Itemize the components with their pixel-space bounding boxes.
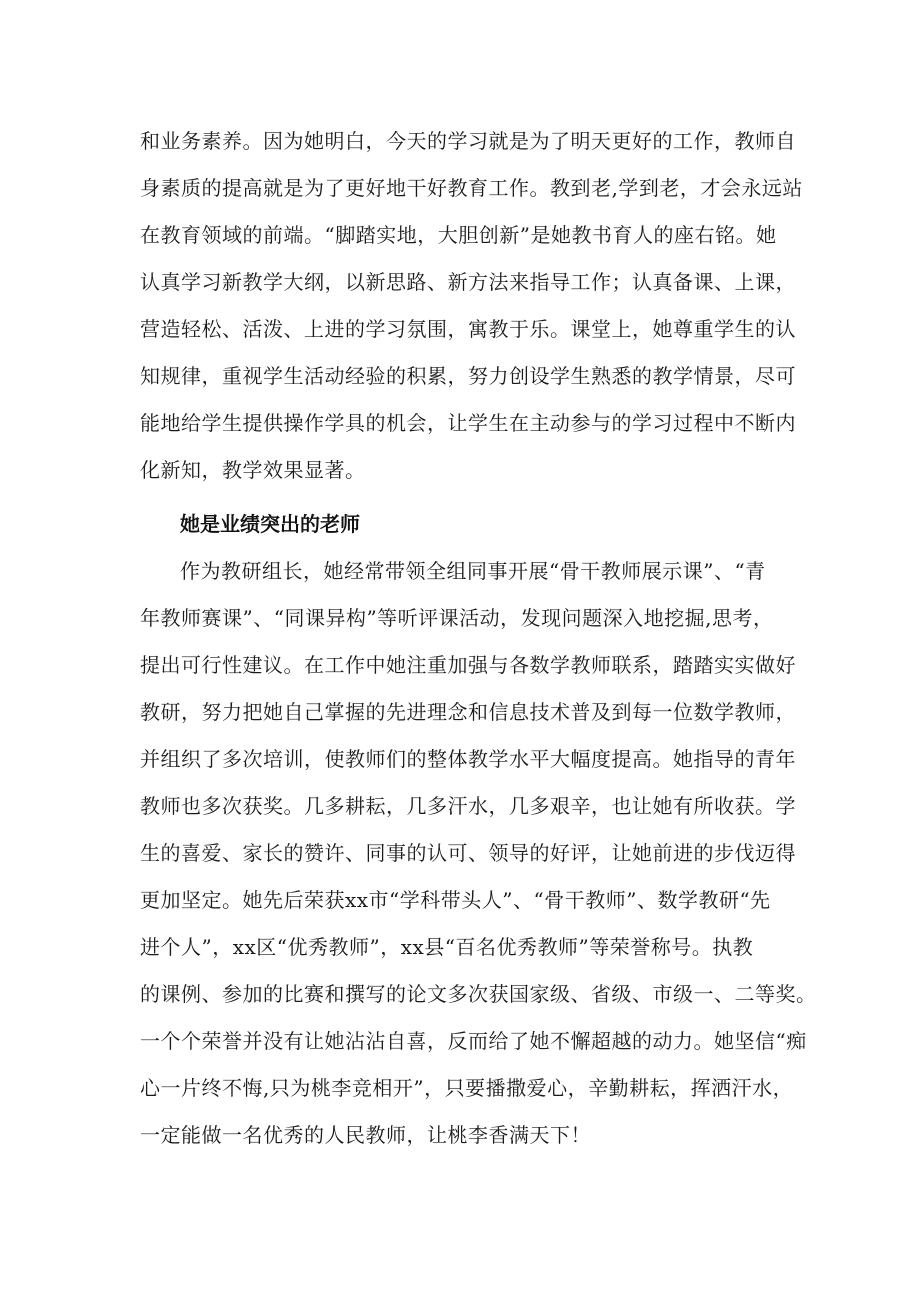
paragraph-line: 一定能做一名优秀的人民教师，让桃李香满天下！ [140, 1123, 591, 1147]
paragraph-line: 更加坚定。她先后荣获xx市“学科带头人”、“骨干教师”、数学教研“先 [140, 888, 771, 912]
paragraph-line: 化新知，教学效果显著。 [140, 458, 366, 482]
paragraph-line: 和业务素养。因为她明白，今天的学习就是为了明天更好的工作，教师自 [140, 129, 796, 153]
paragraph-line: 知规律，重视学生活动经验的积累，努力创设学生熟悉的教学情景，尽可 [140, 364, 796, 388]
paragraph-line: 年教师赛课”、“同课异构”等听评课活动，发现问题深入地挖掘,思考， [140, 606, 774, 630]
paragraph-line: 认真学习新教学大纲，以新思路、新方法来指导工作；认真备课、上课， [140, 270, 796, 294]
paragraph-line: 进个人”，xx区“优秀教师”，xx县“百名优秀教师”等荣誉称号。执教 [140, 935, 754, 959]
paragraph-teaching-philosophy [140, 118, 803, 494]
paragraph-line: 教师也多次获奖。几多耕耘，几多汗水，几多艰辛，也让她有所收获。学 [140, 794, 796, 818]
paragraph-line: 身素质的提高就是为了更好地干好教育工作。教到老,学到老，才会永远站 [140, 176, 803, 200]
section-heading: 她是业绩突出的老师 [180, 512, 360, 536]
paragraph-line: 心一片终不悔,只为桃李竞相开”，只要播撒爱心，辛勤耕耘，挥洒汗水， [140, 1076, 794, 1100]
paragraph-achievements [140, 548, 817, 1159]
paragraph-line: 的课例、参加的比赛和撰写的论文多次获国家级、省级、市级一、二等奖。 [140, 982, 817, 1006]
paragraph-line: 提出可行性建议。在工作中她注重加强与各数学教师联系，踏踏实实做好 [140, 653, 796, 677]
paragraph-line: 教研，努力把她自己掌握的先进理念和信息技术普及到每一位数学教师， [140, 700, 796, 724]
paragraph-line: 并组织了多次培训，使教师们的整体教学水平大幅度提高。她指导的青年 [140, 747, 796, 771]
paragraph-line: 在教育领域的前端。“脚踏实地，大胆创新”是她教书育人的座右铭。她 [140, 223, 777, 247]
paragraph-line: 作为教研组长，她经常带领全组同事开展“骨干教师展示课”、“青 [180, 559, 766, 583]
paragraph-line: 营造轻松、活泼、上进的学习氛围，寓教于乐。课堂上，她尊重学生的认 [140, 317, 796, 341]
paragraph-line: 生的喜爱、家长的赞许、同事的认可、领导的好评，让她前进的步伐迈得 [140, 841, 796, 865]
paragraph-line: 能地给学生提供操作学具的机会，让学生在主动参与的学习过程中不断内 [140, 411, 796, 435]
paragraph-line: 一个个荣誉并没有让她沾沾自喜，反而给了她不懈超越的动力。她坚信“痴 [140, 1029, 807, 1053]
